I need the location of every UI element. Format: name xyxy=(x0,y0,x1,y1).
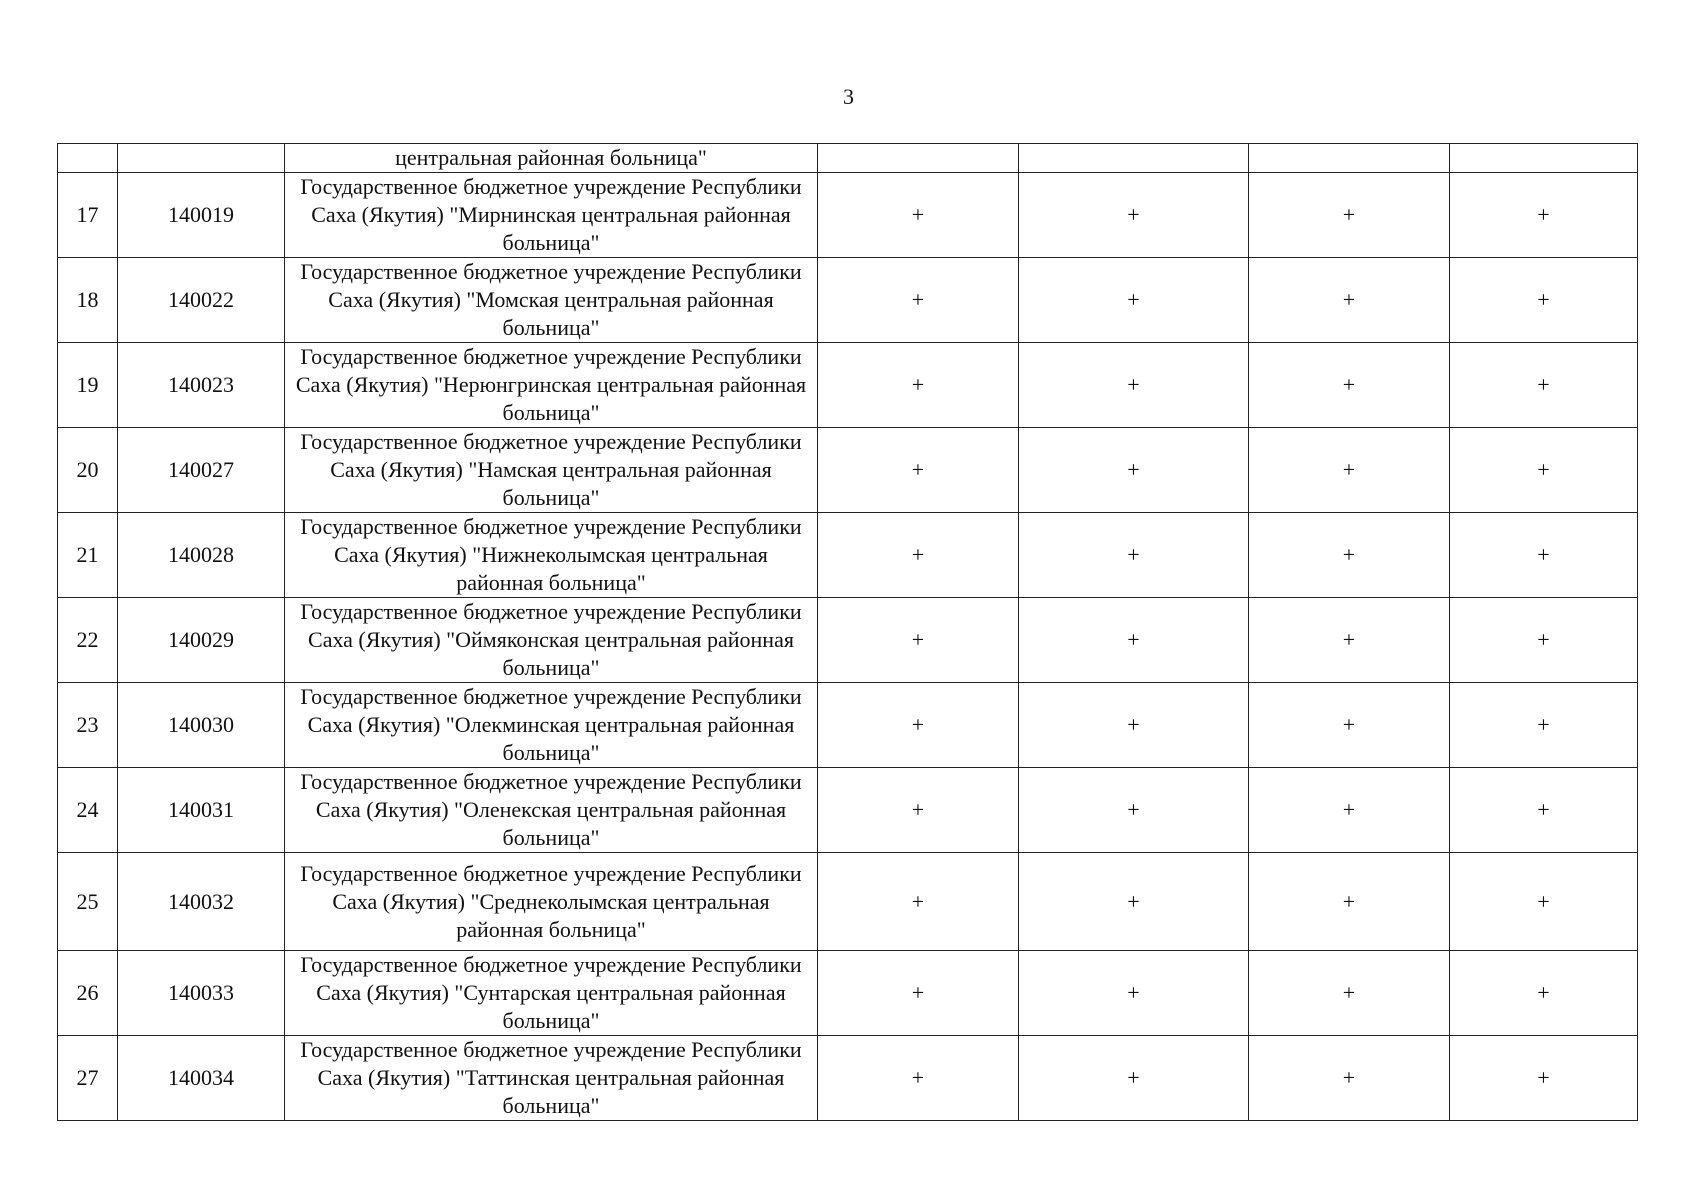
mark-cell-4: + xyxy=(1450,853,1638,951)
code-cell: 140031 xyxy=(118,768,285,853)
code-cell: 140027 xyxy=(118,428,285,513)
table-row xyxy=(58,1036,1638,1121)
mark-cell-1: + xyxy=(818,768,1019,853)
table-row-continuation xyxy=(58,144,1638,173)
code-cell xyxy=(118,144,285,173)
code-cell: 140028 xyxy=(118,513,285,598)
mark-cell-2: + xyxy=(1019,428,1249,513)
mark-cell-4: + xyxy=(1450,173,1638,258)
mark-cell-4: + xyxy=(1450,683,1638,768)
row-number-cell: 25 xyxy=(58,853,118,951)
mark-cell-1: + xyxy=(818,428,1019,513)
table-row xyxy=(58,258,1638,343)
row-number-cell: 20 xyxy=(58,428,118,513)
mark-cell-1: + xyxy=(818,173,1019,258)
registry-table-body xyxy=(58,144,1638,1121)
row-number-cell: 26 xyxy=(58,951,118,1036)
table-row xyxy=(58,598,1638,683)
table-row xyxy=(58,173,1638,258)
table-row xyxy=(58,683,1638,768)
organization-name-cell: Государственное бюджетное учреждение Республики Саха (Якутия) "Сунтарская центральная районная больница" xyxy=(285,951,818,1036)
mark-cell-2: + xyxy=(1019,173,1249,258)
table-row xyxy=(58,428,1638,513)
mark-cell-2: + xyxy=(1019,343,1249,428)
mark-cell-4 xyxy=(1450,144,1638,173)
mark-cell-2: + xyxy=(1019,598,1249,683)
row-number-cell: 18 xyxy=(58,258,118,343)
mark-cell-1: + xyxy=(818,343,1019,428)
table-row xyxy=(58,513,1638,598)
mark-cell-2: + xyxy=(1019,853,1249,951)
mark-cell-3: + xyxy=(1249,513,1450,598)
mark-cell-3: + xyxy=(1249,598,1450,683)
organization-name-cell: Государственное бюджетное учреждение Республики Саха (Якутия) "Момская центральная районная больница" xyxy=(285,258,818,343)
mark-cell-4: + xyxy=(1450,598,1638,683)
registry-table xyxy=(57,143,1638,1121)
mark-cell-4: + xyxy=(1450,768,1638,853)
code-cell: 140022 xyxy=(118,258,285,343)
code-cell: 140034 xyxy=(118,1036,285,1121)
organization-name-cell: Государственное бюджетное учреждение Республики Саха (Якутия) "Оймяконская центральная районная больница" xyxy=(285,598,818,683)
organization-name-cell: Государственное бюджетное учреждение Республики Саха (Якутия) "Олекминская центральная районная больница" xyxy=(285,683,818,768)
mark-cell-2: + xyxy=(1019,1036,1249,1121)
organization-name-cell: Государственное бюджетное учреждение Республики Саха (Якутия) "Нижнеколымская центральная районная больница" xyxy=(285,513,818,598)
code-cell: 140019 xyxy=(118,173,285,258)
mark-cell-1: + xyxy=(818,598,1019,683)
mark-cell-4: + xyxy=(1450,1036,1638,1121)
mark-cell-3: + xyxy=(1249,683,1450,768)
organization-name-cell: Государственное бюджетное учреждение Республики Саха (Якутия) "Среднеколымская центральная районная больница" xyxy=(285,853,818,951)
mark-cell-1: + xyxy=(818,513,1019,598)
mark-cell-3: + xyxy=(1249,853,1450,951)
row-number-cell: 24 xyxy=(58,768,118,853)
row-number-cell: 27 xyxy=(58,1036,118,1121)
mark-cell-2: + xyxy=(1019,768,1249,853)
mark-cell-4: + xyxy=(1450,258,1638,343)
table-row xyxy=(58,768,1638,853)
organization-name-cell: Государственное бюджетное учреждение Республики Саха (Якутия) "Оленекская центральная районная больница" xyxy=(285,768,818,853)
row-number-cell: 21 xyxy=(58,513,118,598)
mark-cell-3: + xyxy=(1249,768,1450,853)
mark-cell-2 xyxy=(1019,144,1249,173)
mark-cell-2: + xyxy=(1019,513,1249,598)
mark-cell-3 xyxy=(1249,144,1450,173)
table-row xyxy=(58,853,1638,951)
code-cell: 140033 xyxy=(118,951,285,1036)
mark-cell-3: + xyxy=(1249,343,1450,428)
mark-cell-2: + xyxy=(1019,951,1249,1036)
code-cell: 140029 xyxy=(118,598,285,683)
table-row xyxy=(58,343,1638,428)
row-number-cell: 17 xyxy=(58,173,118,258)
mark-cell-2: + xyxy=(1019,683,1249,768)
code-cell: 140023 xyxy=(118,343,285,428)
organization-name-cell: центральная районная больница" xyxy=(285,144,818,173)
mark-cell-3: + xyxy=(1249,1036,1450,1121)
mark-cell-1: + xyxy=(818,951,1019,1036)
mark-cell-1 xyxy=(818,144,1019,173)
mark-cell-4: + xyxy=(1450,951,1638,1036)
mark-cell-3: + xyxy=(1249,258,1450,343)
row-number-cell: 22 xyxy=(58,598,118,683)
organization-name-cell: Государственное бюджетное учреждение Республики Саха (Якутия) "Намская центральная районная больница" xyxy=(285,428,818,513)
organization-name-cell: Государственное бюджетное учреждение Республики Саха (Якутия) "Нерюнгринская центральная районная больница" xyxy=(285,343,818,428)
mark-cell-4: + xyxy=(1450,343,1638,428)
page-number: 3 xyxy=(843,84,854,109)
mark-cell-4: + xyxy=(1450,513,1638,598)
row-number-cell: 23 xyxy=(58,683,118,768)
row-number-cell: 19 xyxy=(58,343,118,428)
mark-cell-3: + xyxy=(1249,173,1450,258)
code-cell: 140032 xyxy=(118,853,285,951)
mark-cell-1: + xyxy=(818,1036,1019,1121)
organization-name-cell: Государственное бюджетное учреждение Республики Саха (Якутия) "Таттинская центральная районная больница" xyxy=(285,1036,818,1121)
table-row xyxy=(58,951,1638,1036)
organization-name-cell: Государственное бюджетное учреждение Республики Саха (Якутия) "Мирнинская центральная районная больница" xyxy=(285,173,818,258)
row-number-cell xyxy=(58,144,118,173)
mark-cell-1: + xyxy=(818,258,1019,343)
mark-cell-3: + xyxy=(1249,428,1450,513)
code-cell: 140030 xyxy=(118,683,285,768)
mark-cell-1: + xyxy=(818,683,1019,768)
mark-cell-2: + xyxy=(1019,258,1249,343)
mark-cell-4: + xyxy=(1450,428,1638,513)
mark-cell-3: + xyxy=(1249,951,1450,1036)
mark-cell-1: + xyxy=(818,853,1019,951)
